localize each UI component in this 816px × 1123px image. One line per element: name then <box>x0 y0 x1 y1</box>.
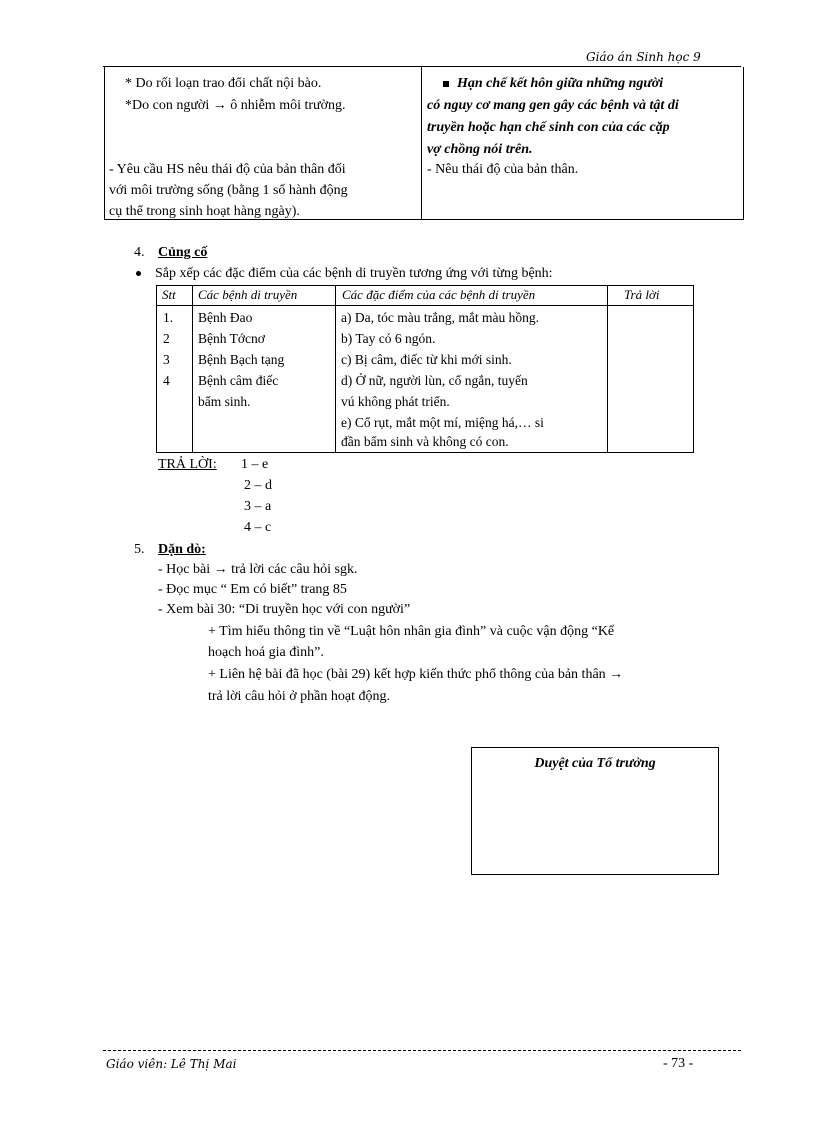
homework-subline: + Liên hệ bài đã học (bài 29) kết hợp kiến thức phổ thông của bản thân → <box>208 667 624 682</box>
left-line: cụ thể trong sinh hoạt hàng ngày). <box>109 204 300 219</box>
left-line: *Do con người → ô nhiễm môi trường. <box>125 98 346 113</box>
header-stt: Stt <box>162 287 176 302</box>
disease-cell: bẩm sinh. <box>198 394 251 409</box>
instruction-text: Sắp xếp các đặc điểm của các bệnh di truyền tương ứng với từng bệnh: <box>155 266 553 281</box>
stt-cell: 3 <box>163 352 170 367</box>
column-divider <box>335 286 336 452</box>
left-line: với môi trường sống (bằng 1 số hành động <box>109 183 348 198</box>
answer-item: 3 – a <box>244 499 272 514</box>
section-4-title: Củng cố <box>158 245 208 260</box>
homework-subline: hoạch hoá gia đình”. <box>208 645 324 660</box>
section-5-title: Dặn dò: <box>158 542 206 557</box>
answer-item: 4 – c <box>244 520 272 535</box>
feature-cell: vú không phát triển. <box>341 394 450 409</box>
stt-cell: 4 <box>163 373 170 388</box>
column-divider <box>607 286 608 452</box>
header-divider <box>157 305 693 306</box>
disease-cell: Bệnh Tớcnơ <box>198 331 265 346</box>
document-header-title: Giáo án Sinh học 9 <box>586 50 701 64</box>
disease-table <box>156 285 694 453</box>
header-answer: Trả lời <box>624 287 660 302</box>
activity-table <box>104 67 744 220</box>
page-number: - 73 - <box>663 1056 694 1071</box>
left-line: - Yêu cầu HS nêu thái độ của bản thân đối <box>109 162 346 177</box>
left-line: * Do rối loạn trao đổi chất nội bào. <box>125 76 322 91</box>
footer-rule <box>103 1050 741 1051</box>
bullet-icon <box>136 271 141 276</box>
feature-cell: d) Ở nữ, người lùn, cổ ngắn, tuyến <box>341 373 528 388</box>
footer-teacher: Giáo viên: Lê Thị Mai <box>106 1057 237 1071</box>
column-divider <box>192 286 193 452</box>
homework-line: - Học bài → trả lời các câu hỏi sgk. <box>158 562 358 577</box>
homework-subline: trả lời câu hỏi ở phần hoạt động. <box>208 689 390 704</box>
right-line: vợ chồng nói trên. <box>427 142 533 157</box>
answers-label: TRẢ LỜI: <box>158 457 217 472</box>
homework-subline: + Tìm hiểu thông tin về “Luật hôn nhân gia đình” và cuộc vận động “Kế <box>208 624 615 639</box>
disease-cell: Bệnh Đao <box>198 310 253 325</box>
disease-cell: Bệnh câm điếc <box>198 373 279 388</box>
section-4-instruction <box>136 266 553 282</box>
stt-cell: 2 <box>163 331 170 346</box>
section-4-number: 4. <box>134 245 145 260</box>
right-line: có nguy cơ mang gen gây các bệnh và tật di <box>427 98 679 113</box>
approval-title: Duyệt của Tổ trưởng <box>534 756 656 771</box>
feature-cell: đần bẩm sinh và không có con. <box>341 434 509 449</box>
feature-cell: e) Cổ rụt, mắt một mí, miệng há,… si <box>341 415 544 430</box>
stt-cell: 1. <box>163 310 174 325</box>
approval-box <box>471 747 719 875</box>
header-features: Các đặc điểm của các bệnh di truyền <box>342 287 536 302</box>
feature-cell: c) Bị câm, điếc từ khi mới sinh. <box>341 352 512 367</box>
right-line: truyền hoặc hạn chế sinh con của các cặp <box>427 120 670 135</box>
section-5-number: 5. <box>134 542 145 557</box>
homework-line: - Đọc mục “ Em có biết” trang 85 <box>158 582 347 597</box>
feature-cell: b) Tay có 6 ngón. <box>341 331 436 346</box>
feature-cell: a) Da, tóc màu trắng, mắt màu hồng. <box>341 310 539 325</box>
answer-item: 1 – e <box>241 457 269 472</box>
homework-line: - Xem bài 30: “Di truyền học với con người” <box>158 602 411 617</box>
answer-item: 2 – d <box>244 478 272 493</box>
disease-cell: Bệnh Bạch tạng <box>198 352 285 367</box>
right-bold-text: Hạn chế kết hôn giữa những người <box>457 76 664 91</box>
column-divider <box>421 67 422 219</box>
right-line <box>443 74 663 93</box>
header-disease: Các bệnh di truyền <box>198 287 298 302</box>
square-bullet-icon <box>443 81 449 87</box>
right-line: - Nêu thái độ của bản thân. <box>427 162 579 177</box>
